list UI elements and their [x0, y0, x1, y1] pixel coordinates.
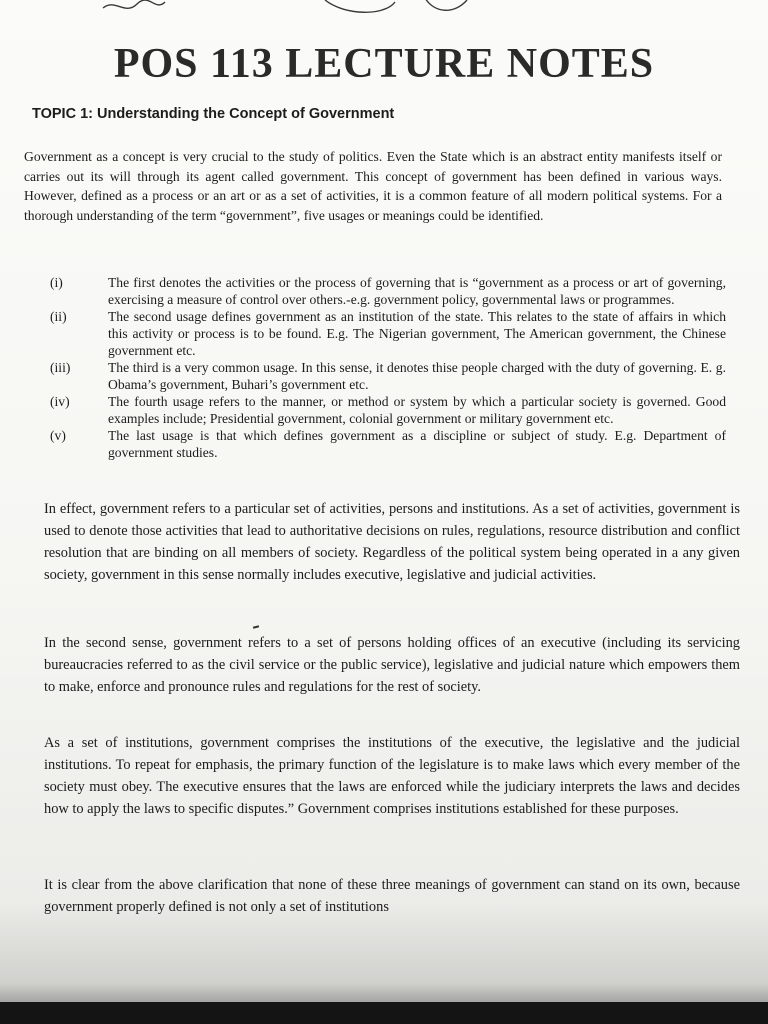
usage-item: [50, 308, 726, 359]
intro-paragraph: Government as a concept is very crucial to the study of politics. Even the State which is an abstract entity manifests itself or carries out its will through its agent called government. This concept of government has been defined in various ways. However, defined as a process or an art or as a set of activities, it is a common feature of all modern political systems. For a thorough understanding of the term “government”, five usages or meanings could be identified.: [24, 149, 722, 223]
usage-text: The fourth usage refers to the manner, or method or system by which a particular society is governed. Good examples include; Presidential government, colonial government or military government etc.: [108, 394, 726, 426]
usage-text: The third is a very common usage. In this sense, it denotes thise people charged with the duty of governing. E. g. Obama’s government, Buhari’s government etc.: [108, 360, 726, 392]
usage-text: The last usage is that which defines government as a discipline or subject of study. E.g. Department of government studies.: [108, 428, 726, 460]
usage-number: (v): [50, 428, 66, 443]
body-paragraph: It is clear from the above clarification that none of these three meanings of government can stand on its own, because government properly defined is not only a set of institutions: [44, 877, 740, 915]
pen-mark: [253, 625, 259, 628]
usage-item: [50, 359, 726, 393]
usage-number: (i): [50, 275, 63, 290]
usage-number: (ii): [50, 309, 67, 324]
handwritten-scribble: [95, 0, 515, 18]
usage-item: [50, 427, 726, 461]
usage-number: (iv): [50, 394, 70, 409]
body-paragraph: In the second sense, government refers to a set of persons holding offices of an executive (including its servicing bureaucracies referred to as the civil service or the public service), legislative and judicial nature which empowers them to make, enforce and pronounce rules and regulations for the rest of society.: [44, 635, 740, 695]
usages-list: [50, 274, 726, 461]
document-title: POS 113 LECTURE NOTES: [113, 41, 655, 87]
usage-text: The second usage defines government as an institution of the state. This relates to the state of affairs in which this activity or process is to be found. E.g. The Nigerian government, The American government, the Chinese government etc.: [108, 309, 726, 358]
usage-item: [50, 274, 726, 308]
body-paragraph: As a set of institutions, government comprises the institutions of the executive, the legislative and the judicial institutions. To repeat for emphasis, the primary function of the legislature is to make laws which every member of the society must obey. The executive ensures that the laws are enforced while the judiciary interprets the laws and decides how to apply the laws to specific disputes.” Government comprises institutions established for these purposes.: [44, 735, 740, 817]
usage-item: [50, 393, 726, 427]
body-paragraph: In effect, government refers to a particular set of activities, persons and institutions. As a set of activities, government is used to denote those activities that lead to authoritative decisions on rules, regulations, resource distribution and conflict resolution that are binding on all members of society. Regardless of the political system being operated in a any given society, government in this sense normally includes executive, legislative and judicial activities.: [44, 501, 740, 583]
scan-edge-shadow: [0, 1002, 768, 1024]
usage-number: (iii): [50, 360, 71, 375]
usage-text: The first denotes the activities or the process of governing that is “government as a process or art of governing, exercising a measure of control over others.-e.g. government policy, governmental laws or programmes.: [108, 275, 726, 307]
topic-heading: TOPIC 1: Understanding the Concept of Government: [32, 106, 395, 122]
